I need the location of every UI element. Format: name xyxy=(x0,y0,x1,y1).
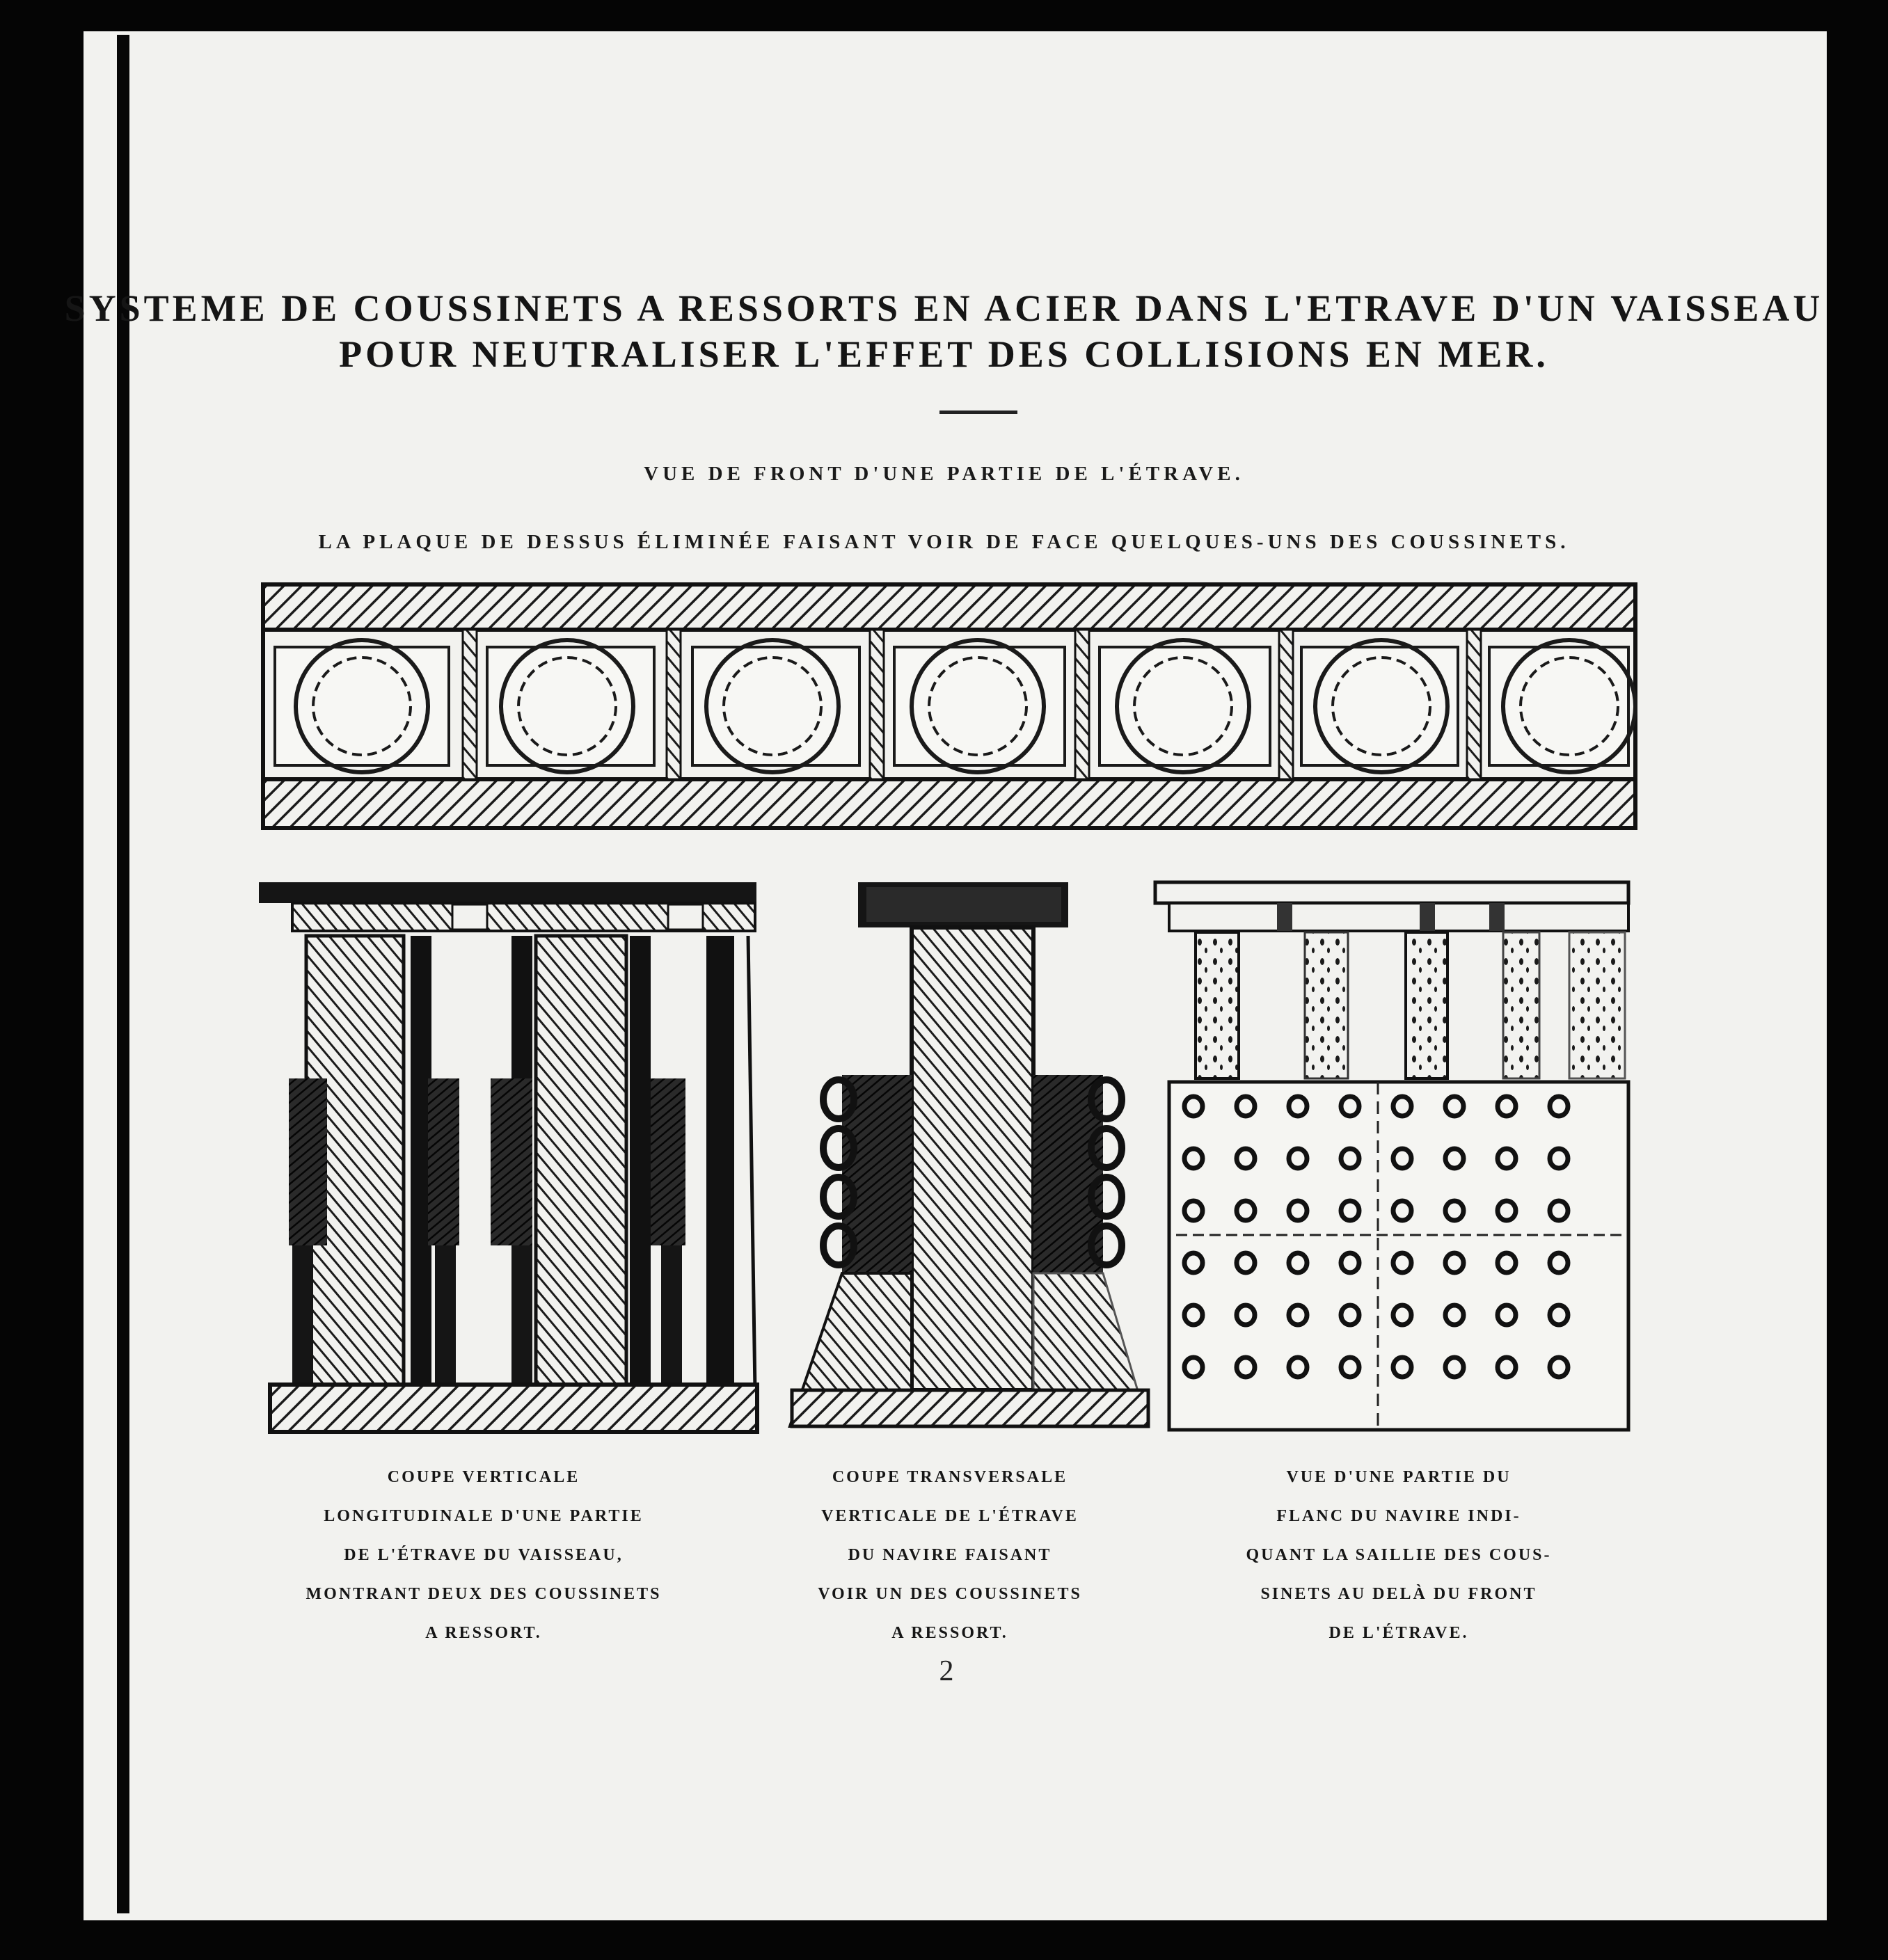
page-number: 2 xyxy=(939,1655,954,1687)
longitudinal-section-figure xyxy=(259,882,757,1432)
caption-left: COUPE VERTICALE LONGITUDINALE D'UNE PARTIE DE L'ÉTRAVE DU VAISSEAU, MONTRANT DEUX DES COUSSINETS A RESSORT. xyxy=(306,1468,662,1642)
heading-line-2: POUR NEUTRALISER L'EFFET DES COLLISIONS EN MER. xyxy=(339,333,1549,375)
left-section-columns xyxy=(289,936,734,1402)
caption-right: VUE D'UNE PARTIE DU FLANC DU NAVIRE INDI- QUANT LA SAILLIE DES COUS- SINETS AU DELÀ DU FRONT DE L'ÉTRAVE. xyxy=(1246,1468,1552,1642)
transverse-section-figure xyxy=(790,882,1148,1426)
front-view-figure xyxy=(263,584,1635,828)
hull-side-pillars xyxy=(1196,932,1625,1078)
subtitle-front-view: VUE DE FRONT D'UNE PARTIE DE L'ÉTRAVE. xyxy=(644,463,1244,485)
heading-line-1: SYSTEME DE COUSSINETS A RESSORTS EN ACIER DANS L'ETRAVE D'UN VAISSEAU xyxy=(64,287,1824,329)
subtitle-plate-removed: LA PLAQUE DE DESSUS ÉLIMINÉE FAISANT VOIR DE FACE QUELQUES-UNS DES COUSSINETS. xyxy=(318,531,1570,553)
caption-middle: COUPE TRANSVERSALE VERTICALE DE L'ÉTRAVE DU NAVIRE FAISANT VOIR UN DES COUSSINETS A RESSORT. xyxy=(818,1468,1082,1642)
hull-side-view-figure xyxy=(1155,882,1628,1430)
